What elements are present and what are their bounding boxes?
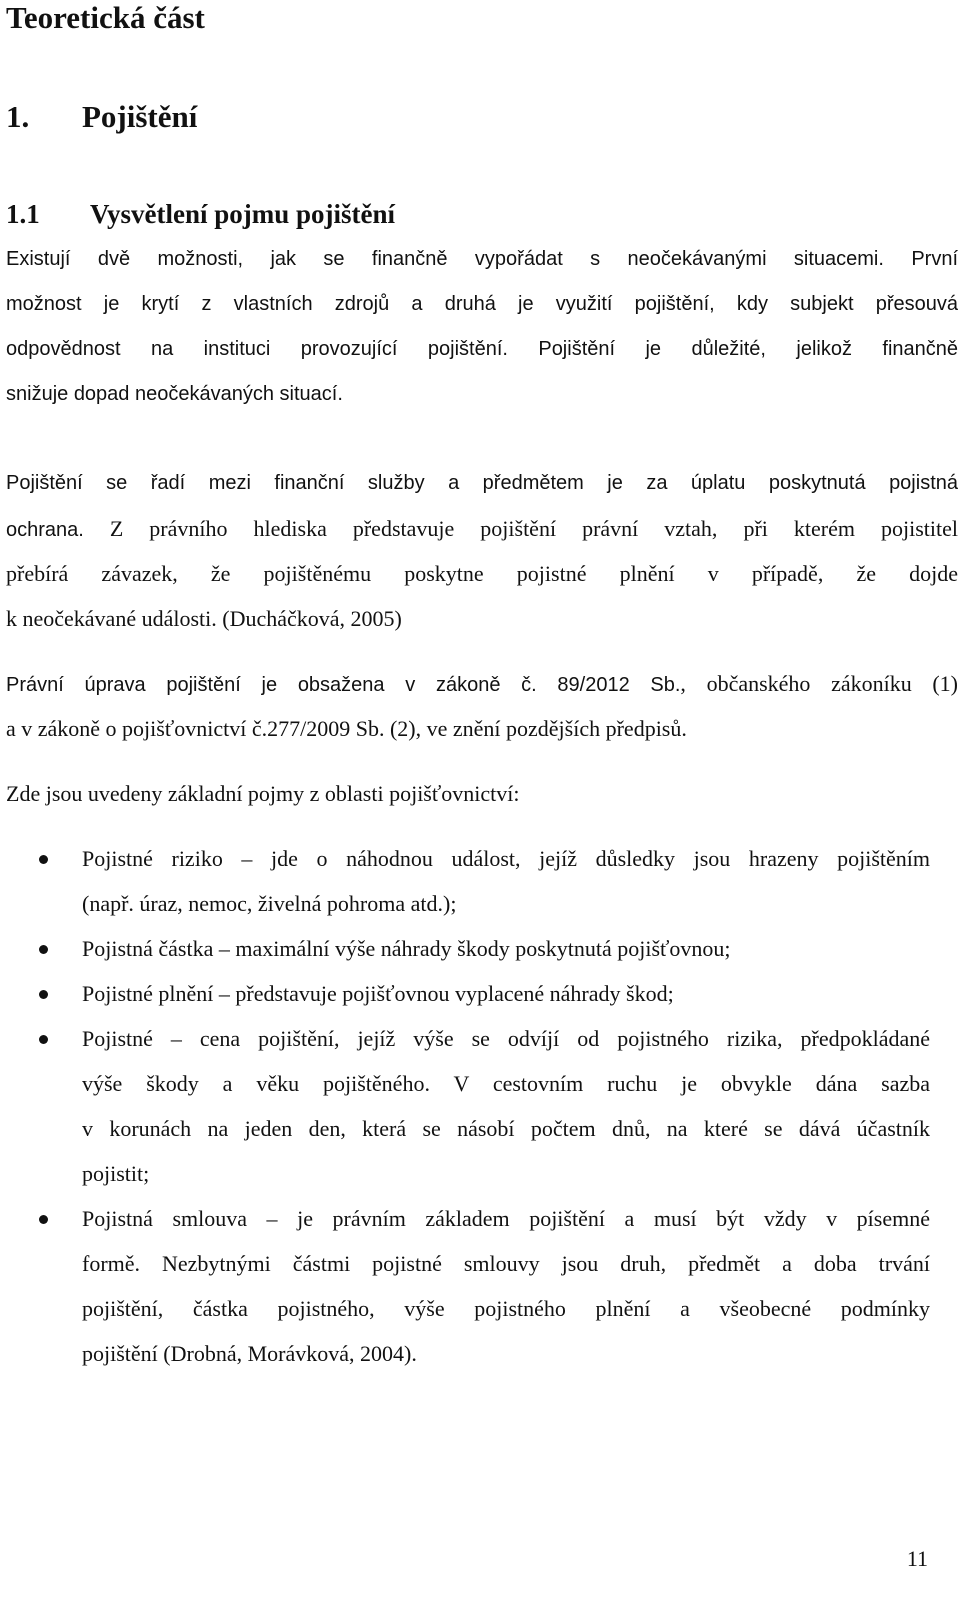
list-item-line: (např. úraz, nemoc, živelná pohroma atd.); — [82, 891, 457, 916]
paragraph-line: přebírá závazek, že pojištěnému poskytne pojistné plnění v případě, že dojde — [6, 561, 958, 586]
paragraph-insurance-options — [6, 237, 958, 417]
list-item-line: pojištění (Drobná, Morávková, 2004). — [82, 1341, 417, 1366]
paragraph-insurance-definition — [6, 461, 958, 641]
subsection-number: 1.1 — [6, 199, 40, 229]
bullet-icon — [39, 1035, 48, 1044]
page-number: 11 — [906, 1546, 928, 1571]
paragraph-terms-intro — [6, 771, 958, 816]
paragraph-line: Pojištění se řadí mezi finanční služby a předmětem je za úplatu poskytnutá pojistná — [6, 472, 958, 494]
list-item-line: výše škody a věku pojištěného. V cestovním ruchu je obvykle dána sazba — [82, 1071, 930, 1096]
bullet-icon — [39, 855, 48, 864]
list-item-line: pojistit; — [82, 1161, 150, 1186]
text-run: ochrana. — [6, 519, 84, 541]
part-heading: Teoretická část — [6, 0, 205, 35]
list-item — [0, 1016, 930, 1196]
list-item-line: Pojistná částka – maximální výše náhrady škody poskytnutá pojišťovnou; — [82, 936, 731, 961]
text-run: Právní úprava pojištění je obsažena v zákoně č. 89/2012 Sb. — [6, 674, 681, 696]
paragraph-line — [6, 506, 958, 551]
list-item-line: v korunách na jeden den, která se násobí počtem dnů, na které se dává účastník — [82, 1116, 930, 1141]
list-item-line: Pojistné plnění – představuje pojišťovnou vyplacené náhrady škod; — [82, 981, 674, 1006]
bullet-icon — [39, 1215, 48, 1224]
subsection-title: Vysvětlení pojmu pojištění — [90, 199, 396, 229]
list-item-line: Pojistná smlouva – je právním základem pojištění a musí být vždy v písemné — [82, 1206, 930, 1231]
text-run: Z právního hlediska představuje pojištění právní vztah, při kterém pojistitel — [83, 516, 958, 541]
paragraph-legal-framework — [6, 661, 958, 751]
text-run: , občanského zákoníku (1) — [680, 671, 958, 696]
subsection-heading — [6, 198, 395, 230]
paragraph-line: snižuje dopad neočekávaných situací. — [6, 383, 343, 405]
section-heading — [6, 99, 197, 135]
terms-list — [0, 836, 960, 1376]
list-item-line: Pojistné – cena pojištění, jejíž výše se odvíjí od pojistného rizika, předpokládané — [82, 1026, 930, 1051]
list-item — [0, 836, 930, 926]
list-item-line: pojištění, částka pojistného, výše pojistného plnění a všeobecné podmínky — [82, 1296, 930, 1321]
list-item — [0, 1196, 930, 1376]
section-title: Pojištění — [82, 99, 198, 134]
list-item — [0, 926, 930, 971]
paragraph-line: k neočekávané události. (Ducháčková, 2005) — [6, 606, 402, 631]
list-item-line: Pojistné riziko – jde o náhodnou událost, jejíž důsledky jsou hrazeny pojištěním — [82, 846, 930, 871]
paragraph-line: a v zákoně o pojišťovnictví č.277/2009 Sb. (2), ve znění pozdějších předpisů. — [6, 716, 687, 741]
paragraph-line: možnost je krytí z vlastních zdrojů a druhá je využití pojištění, kdy subjekt přesouvá — [6, 293, 958, 315]
list-item — [0, 971, 930, 1016]
bullet-icon — [39, 945, 48, 954]
paragraph-line: Existují dvě možnosti, jak se finančně vypořádat s neočekávanými situacemi. První — [6, 248, 958, 270]
bullet-icon — [39, 990, 48, 999]
section-number: 1. — [6, 99, 30, 134]
paragraph-line — [6, 661, 958, 706]
paragraph-line: Zde jsou uvedeny základní pojmy z oblasti pojišťovnictví: — [6, 781, 520, 806]
paragraph-line: odpovědnost na instituci provozující pojištění. Pojištění je důležité, jelikož finančně — [6, 338, 958, 360]
list-item-line: formě. Nezbytnými částmi pojistné smlouvy jsou druh, předmět a doba trvání — [82, 1251, 930, 1276]
